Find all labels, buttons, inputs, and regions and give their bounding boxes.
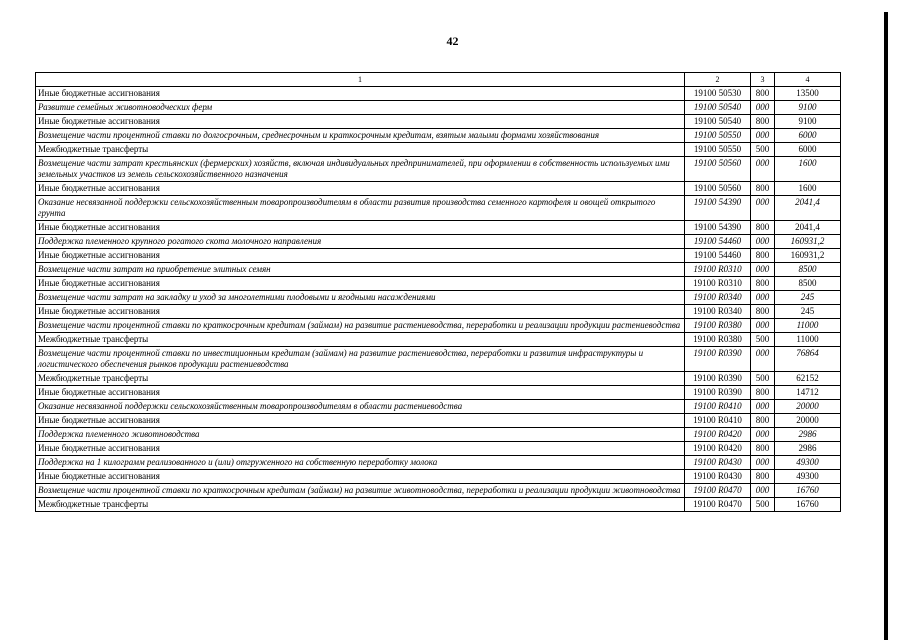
row-amount-cell: 1600 — [775, 182, 841, 196]
row-amount-cell: 245 — [775, 305, 841, 319]
header-col-4: 4 — [775, 73, 841, 87]
table-row — [36, 263, 841, 277]
row-code-cell: 19100 50560 — [685, 182, 751, 196]
row-name-cell: Иные бюджетные ассигнования — [36, 182, 685, 196]
table-row — [36, 414, 841, 428]
row-name-cell: Иные бюджетные ассигнования — [36, 115, 685, 129]
row-amount-cell: 62152 — [775, 372, 841, 386]
row-name-cell: Поддержка на 1 килограмм реализованного и (или) отгруженного на собственную переработку молока — [36, 456, 685, 470]
header-col-2: 2 — [685, 73, 751, 87]
row-name-cell: Межбюджетные трансферты — [36, 498, 685, 512]
row-amount-cell: 14712 — [775, 386, 841, 400]
row-expense-type-cell: 000 — [751, 101, 775, 115]
row-amount-cell: 2041,4 — [775, 221, 841, 235]
row-name-cell: Иные бюджетные ассигнования — [36, 87, 685, 101]
row-amount-cell: 2986 — [775, 442, 841, 456]
row-amount-cell: 2041,4 — [775, 196, 841, 221]
row-amount-cell: 11000 — [775, 319, 841, 333]
table-row — [36, 129, 841, 143]
row-amount-cell: 160931,2 — [775, 235, 841, 249]
row-expense-type-cell: 000 — [751, 319, 775, 333]
row-expense-type-cell: 000 — [751, 484, 775, 498]
row-expense-type-cell: 000 — [751, 456, 775, 470]
table-row — [36, 442, 841, 456]
row-name-cell: Поддержка племенного крупного рогатого скота молочного направления — [36, 235, 685, 249]
table-row — [36, 182, 841, 196]
row-expense-type-cell: 000 — [751, 428, 775, 442]
row-expense-type-cell: 000 — [751, 291, 775, 305]
row-amount-cell: 76864 — [775, 347, 841, 372]
table-row — [36, 115, 841, 129]
row-expense-type-cell: 800 — [751, 182, 775, 196]
row-code-cell: 19100 R0310 — [685, 277, 751, 291]
row-name-cell: Возмещение части затрат на приобретение элитных семян — [36, 263, 685, 277]
header-col-3: 3 — [751, 73, 775, 87]
table-row — [36, 87, 841, 101]
page-number: 42 — [446, 34, 459, 48]
row-expense-type-cell: 500 — [751, 333, 775, 347]
table-row — [36, 143, 841, 157]
table-row — [36, 386, 841, 400]
row-code-cell: 19100 54460 — [685, 235, 751, 249]
row-amount-cell: 20000 — [775, 400, 841, 414]
table-row — [36, 319, 841, 333]
row-expense-type-cell: 800 — [751, 277, 775, 291]
row-name-cell: Межбюджетные трансферты — [36, 333, 685, 347]
table-row — [36, 196, 841, 221]
row-code-cell: 19100 R0340 — [685, 291, 751, 305]
row-amount-cell: 13500 — [775, 87, 841, 101]
table-row — [36, 291, 841, 305]
row-code-cell: 19100 50540 — [685, 115, 751, 129]
row-code-cell: 19100 50560 — [685, 157, 751, 182]
table-row — [36, 101, 841, 115]
page-edge-bar — [884, 12, 888, 640]
table-row — [36, 456, 841, 470]
row-amount-cell: 245 — [775, 291, 841, 305]
row-expense-type-cell: 000 — [751, 235, 775, 249]
row-expense-type-cell: 800 — [751, 386, 775, 400]
table-row — [36, 484, 841, 498]
row-expense-type-cell: 000 — [751, 157, 775, 182]
row-amount-cell: 6000 — [775, 129, 841, 143]
row-expense-type-cell: 000 — [751, 347, 775, 372]
row-code-cell: 19100 R0410 — [685, 400, 751, 414]
table-row — [36, 400, 841, 414]
row-name-cell: Иные бюджетные ассигнования — [36, 442, 685, 456]
row-expense-type-cell: 800 — [751, 87, 775, 101]
row-amount-cell: 16760 — [775, 498, 841, 512]
row-expense-type-cell: 800 — [751, 470, 775, 484]
row-amount-cell: 2986 — [775, 428, 841, 442]
row-name-cell: Возмещение части процентной ставки по инвестиционным кредитам (займам) на развитие растениеводства, переработки и развития инфраструктуры и логистического обеспечения рынков продукции растениеводства — [36, 347, 685, 372]
row-code-cell: 19100 R0430 — [685, 456, 751, 470]
table-row — [36, 333, 841, 347]
row-amount-cell: 8500 — [775, 263, 841, 277]
row-expense-type-cell: 000 — [751, 400, 775, 414]
row-name-cell: Оказание несвязанной поддержки сельскохозяйственным товаропроизводителям в области развития производства семенного картофеля и овощей открытого грунта — [36, 196, 685, 221]
row-code-cell: 19100 50550 — [685, 129, 751, 143]
table-row — [36, 249, 841, 263]
row-amount-cell: 49300 — [775, 470, 841, 484]
table-body — [36, 87, 841, 512]
row-expense-type-cell: 000 — [751, 263, 775, 277]
row-expense-type-cell: 800 — [751, 305, 775, 319]
row-code-cell: 19100 R0420 — [685, 428, 751, 442]
table-row — [36, 347, 841, 372]
row-code-cell: 19100 R0390 — [685, 386, 751, 400]
table-header-row — [36, 73, 841, 87]
row-code-cell: 19100 50540 — [685, 101, 751, 115]
row-code-cell: 19100 R0430 — [685, 470, 751, 484]
row-code-cell: 19100 R0420 — [685, 442, 751, 456]
row-expense-type-cell: 500 — [751, 372, 775, 386]
row-expense-type-cell: 800 — [751, 414, 775, 428]
row-code-cell: 19100 R0390 — [685, 372, 751, 386]
row-code-cell: 19100 54460 — [685, 249, 751, 263]
row-name-cell: Возмещение части процентной ставки по долгосрочным, среднесрочным и краткосрочным кредитам, взятым малыми формами хозяйствования — [36, 129, 685, 143]
row-name-cell: Поддержка племенного животноводства — [36, 428, 685, 442]
row-code-cell: 19100 50550 — [685, 143, 751, 157]
table-row — [36, 277, 841, 291]
row-code-cell: 19100 54390 — [685, 221, 751, 235]
row-code-cell: 19100 54390 — [685, 196, 751, 221]
table-row — [36, 372, 841, 386]
row-expense-type-cell: 000 — [751, 129, 775, 143]
row-name-cell: Возмещение части процентной ставки по краткосрочным кредитам (займам) на развитие животноводства, переработки и реализации продукции животноводства — [36, 484, 685, 498]
row-name-cell: Возмещение части затрат на закладку и уход за многолетними плодовыми и ягодными насаждениями — [36, 291, 685, 305]
row-code-cell: 19100 R0470 — [685, 498, 751, 512]
table-row — [36, 428, 841, 442]
row-amount-cell: 9100 — [775, 115, 841, 129]
row-expense-type-cell: 500 — [751, 143, 775, 157]
row-code-cell: 19100 R0340 — [685, 305, 751, 319]
row-name-cell: Иные бюджетные ассигнования — [36, 249, 685, 263]
budget-table — [35, 72, 841, 512]
row-name-cell: Развитие семейных животноводческих ферм — [36, 101, 685, 115]
row-name-cell: Возмещение части затрат крестьянских (фермерских) хозяйств, включая индивидуальных предпринимателей, при оформлении в собственность используемых ими земельных участков из земель сельскохозяйственного назначения — [36, 157, 685, 182]
row-expense-type-cell: 800 — [751, 115, 775, 129]
row-name-cell: Иные бюджетные ассигнования — [36, 470, 685, 484]
table-row — [36, 157, 841, 182]
row-code-cell: 19100 R0410 — [685, 414, 751, 428]
row-expense-type-cell: 800 — [751, 221, 775, 235]
table-row — [36, 221, 841, 235]
table-row — [36, 235, 841, 249]
row-amount-cell: 11000 — [775, 333, 841, 347]
row-name-cell: Иные бюджетные ассигнования — [36, 414, 685, 428]
table-row — [36, 470, 841, 484]
row-amount-cell: 16760 — [775, 484, 841, 498]
row-name-cell: Иные бюджетные ассигнования — [36, 277, 685, 291]
row-name-cell: Иные бюджетные ассигнования — [36, 221, 685, 235]
row-expense-type-cell: 000 — [751, 196, 775, 221]
row-expense-type-cell: 800 — [751, 442, 775, 456]
table-row — [36, 305, 841, 319]
row-amount-cell: 1600 — [775, 157, 841, 182]
row-expense-type-cell: 800 — [751, 249, 775, 263]
row-name-cell: Оказание несвязанной поддержки сельскохозяйственным товаропроизводителям в области растениеводства — [36, 400, 685, 414]
row-name-cell: Возмещение части процентной ставки по краткосрочным кредитам (займам) на развитие растениеводства, переработки и реализации продукции растениеводства — [36, 319, 685, 333]
row-amount-cell: 20000 — [775, 414, 841, 428]
row-amount-cell: 6000 — [775, 143, 841, 157]
row-amount-cell: 160931,2 — [775, 249, 841, 263]
table-row — [36, 498, 841, 512]
row-expense-type-cell: 500 — [751, 498, 775, 512]
row-code-cell: 19100 R0310 — [685, 263, 751, 277]
row-amount-cell: 9100 — [775, 101, 841, 115]
row-amount-cell: 8500 — [775, 277, 841, 291]
row-name-cell: Межбюджетные трансферты — [36, 372, 685, 386]
row-code-cell: 19100 R0380 — [685, 333, 751, 347]
row-code-cell: 19100 R0470 — [685, 484, 751, 498]
row-amount-cell: 49300 — [775, 456, 841, 470]
row-name-cell: Межбюджетные трансферты — [36, 143, 685, 157]
row-name-cell: Иные бюджетные ассигнования — [36, 305, 685, 319]
header-col-1: 1 — [36, 73, 685, 87]
row-name-cell: Иные бюджетные ассигнования — [36, 386, 685, 400]
row-code-cell: 19100 R0380 — [685, 319, 751, 333]
row-code-cell: 19100 R0390 — [685, 347, 751, 372]
row-code-cell: 19100 50530 — [685, 87, 751, 101]
